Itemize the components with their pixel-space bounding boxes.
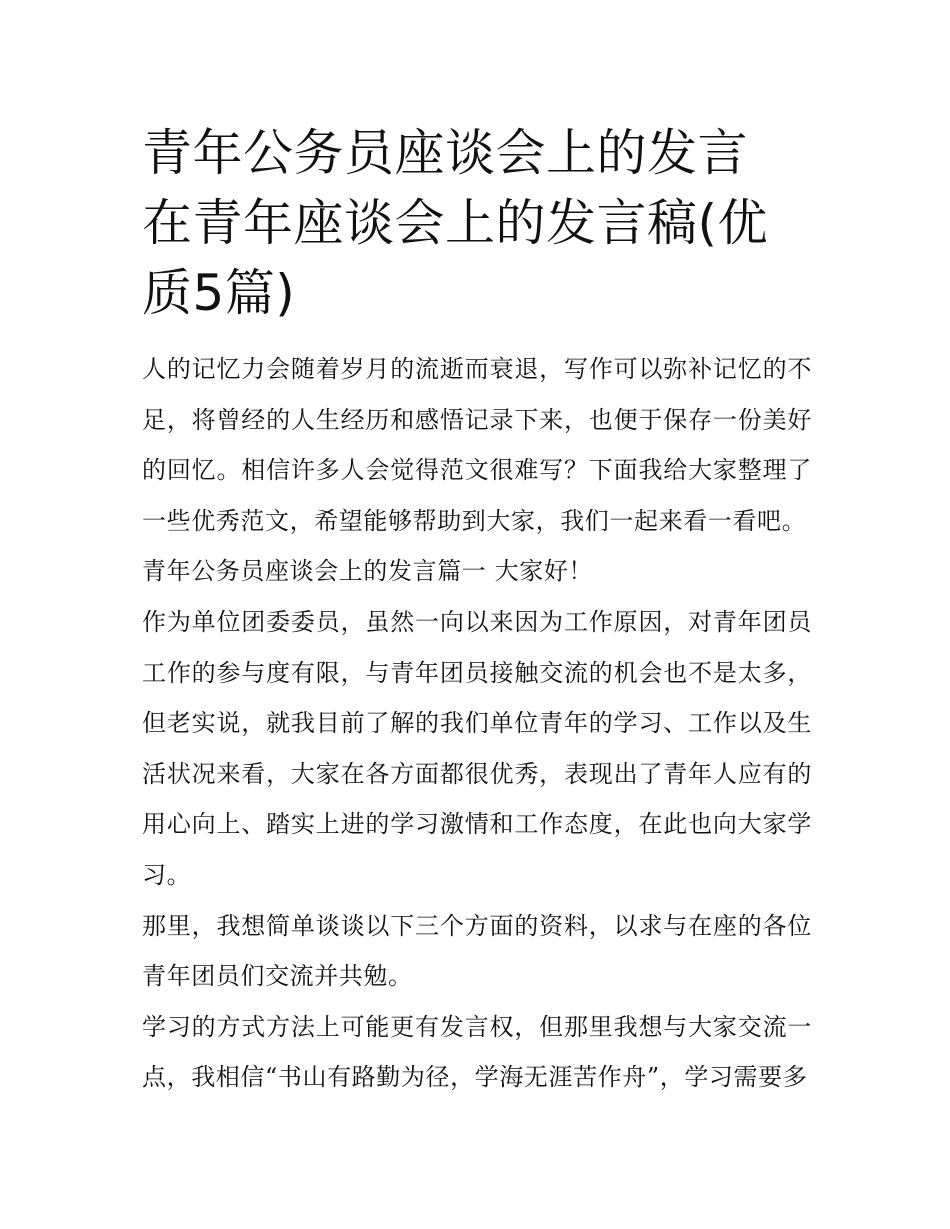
paragraph-body-2: 那里，我想简单谈谈以下三个方面的资料，以求与在座的各位青年团员们交流并共勉。 bbox=[142, 911, 812, 991]
document-content bbox=[142, 118, 812, 1103]
paragraph-section-heading: 青年公务员座谈会上的发言篇一 大家好！ bbox=[142, 557, 594, 586]
paragraph-intro: 人的记忆力会随着岁月的流逝而衰退，写作可以弥补记忆的不足，将曾经的人生经历和感悟记录下来，也便于保存一份美好的回忆。相信许多人会觉得范文很难写？下面我给大家整理了一些优秀范文，希望能够帮助到大家，我们一起来看一看吧。 bbox=[142, 355, 812, 535]
paragraph-body-1: 作为单位团委委员，虽然一向以来因为工作原因，对青年团员工作的参与度有限，与青年团员接触交流的机会也不是太多，但老实说，就我目前了解的我们单位青年的学习、工作以及生活状况来看，大家在各方面都很优秀，表现出了青年人应有的用心向上、踏实上进的学习激情和工作态度，在此也向大家学习。 bbox=[142, 607, 812, 889]
document-title: 青年公务员座谈会上的发言 在青年座谈会上的发言稿(优质5篇) bbox=[142, 124, 769, 322]
paragraph-body-3: 学习的方式方法上可能更有发言权，但那里我想与大家交流一点，我相信“书山有路勤为径，学海无涯苦作舟”，学习需要多 bbox=[142, 1012, 812, 1092]
